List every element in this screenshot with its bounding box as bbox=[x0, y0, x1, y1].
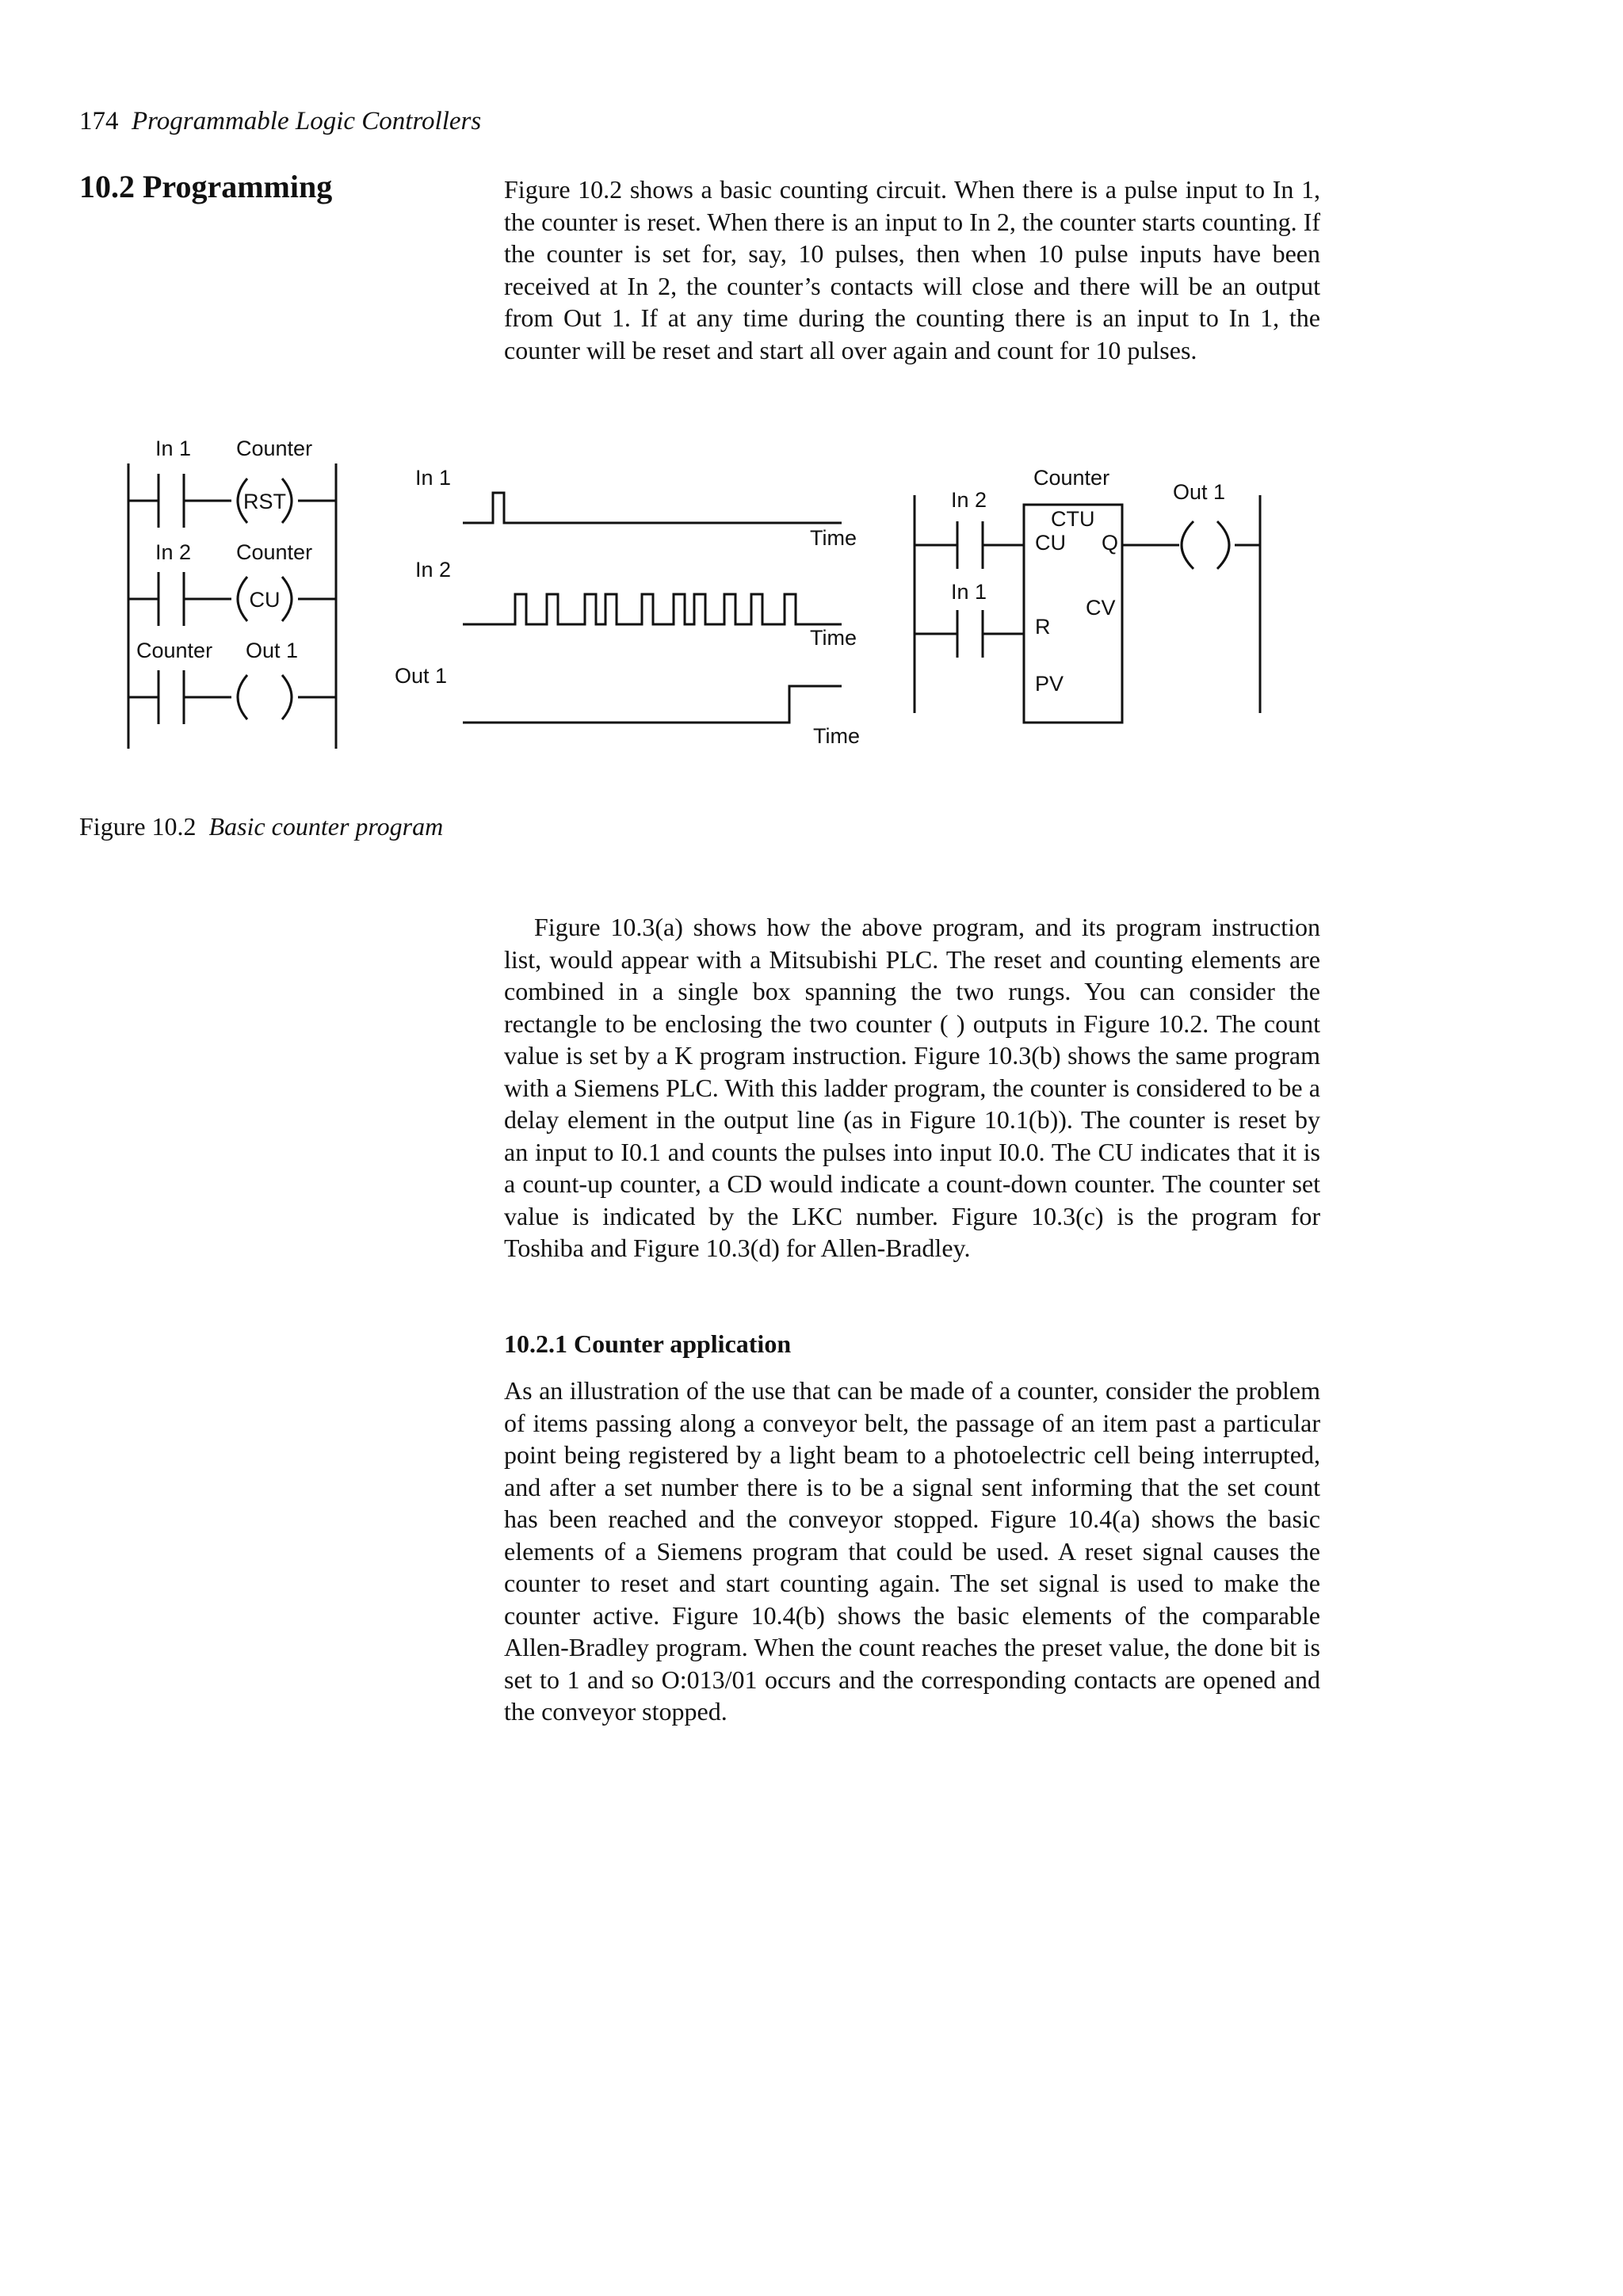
label-out1: Out 1 bbox=[246, 639, 299, 662]
label-in1: In 1 bbox=[155, 437, 192, 460]
page-number: 174 bbox=[79, 107, 119, 135]
ladder-left-labels bbox=[136, 437, 312, 662]
rl-pin-cu: CU bbox=[1035, 531, 1066, 555]
rl-pin-q: Q bbox=[1102, 531, 1119, 555]
time-label-1: Time bbox=[810, 526, 857, 550]
paragraph-mitsubishi-siemens: Figure 10.3(a) shows how the above program, and its program instruction list, would appear with a Mitsubishi PLC. The reset and counting elements are combined in a single box spanning the two rungs. You can consider the rectangle to be enclosing the two counter ( ) outputs in Figure 10.2. The count value is set by a K program instruction. Figure 10.3(b) shows the same program with a Siemens PLC. With this ladder program, the counter is considered to be a delay element in the output line (as in Figure 10.1(b)). The counter is reset by an input to I0.1 and counts the pulses into input I0.0. The CU indicates that it is a count-up counter, a CD would indicate a count-down counter. The counter set value is indicated by the LKC number. Figure 10.3(c) is the program for Toshiba and Figure 10.3(d) for Allen-Bradley. bbox=[504, 913, 1320, 1262]
coil-out1-left bbox=[1182, 521, 1193, 569]
paragraph-intro: Figure 10.2 shows a basic counting circuit. When there is a pulse input to In 1, the counter is reset. When there is an input to In 2, the counter starts counting. If the counter is set for, say, 10 pulses, then when 10 pulse inputs have been received at In 2, the counter’s contacts will close and there will be an output from Out 1. If at any time during the counting there is an input to In 1, the counter will be reset and start all over again and count for 10 pulses. bbox=[504, 175, 1320, 364]
book-title: Programmable Logic Controllers bbox=[132, 107, 482, 135]
label-rst: RST bbox=[243, 490, 286, 513]
timing-labels bbox=[395, 466, 860, 748]
label-cu: CU bbox=[249, 588, 281, 612]
trace-in2 bbox=[463, 594, 842, 624]
trace-out1 bbox=[463, 686, 842, 723]
coil-cu-left bbox=[238, 577, 247, 621]
figure-caption-title: Basic counter program bbox=[208, 812, 444, 841]
rl-pin-cv: CV bbox=[1086, 596, 1116, 620]
running-head bbox=[79, 107, 481, 136]
figure-caption bbox=[79, 812, 443, 841]
timing-label-in2: In 2 bbox=[415, 558, 452, 582]
paragraph-counter-application: As an illustration of the use that can be made of a counter, consider the problem of items passing along a conveyor belt, the passage of an item past a particular point being registered by a light beam to a photoelectric cell being interrupted, and after a set number there is to be a signal sent informing that the set count has been reached and the conveyor stopped. Figure 10.4(a) shows the basic elements of a Siemens program that could be used. A reset signal causes the counter to reset and start counting again. The set signal is used to make the counter active. Figure 10.4(b) shows the basic elements of the comparable Allen-Bradley program. When the count reaches the preset value, the done bit is set to 1 and so O:013/01 occurs and the corresponding contacts are opened and the conveyor stopped. bbox=[504, 1376, 1320, 1726]
coil-out1-left bbox=[238, 675, 247, 719]
rl-label-out1: Out 1 bbox=[1173, 480, 1226, 504]
counter-block bbox=[1024, 505, 1122, 723]
coil-cu-right bbox=[282, 577, 292, 621]
rl-label-in2: In 2 bbox=[951, 488, 987, 512]
coil-out1-right bbox=[282, 675, 292, 719]
rl-label-ctu: CTU bbox=[1051, 507, 1095, 531]
timing-label-out1: Out 1 bbox=[395, 664, 448, 688]
trace-in1 bbox=[463, 493, 842, 523]
time-label-3: Time bbox=[813, 724, 860, 748]
coil-out1-right bbox=[1217, 521, 1229, 569]
ladder-diagram-right bbox=[915, 495, 1260, 723]
ladder-right-labels bbox=[951, 466, 1225, 696]
rl-label-counter: Counter bbox=[1033, 466, 1110, 490]
coil-rst-right bbox=[282, 479, 292, 523]
label-in2: In 2 bbox=[155, 540, 192, 564]
label-counter-1: Counter bbox=[236, 437, 313, 460]
label-counter-2: Counter bbox=[236, 540, 313, 564]
timing-diagram bbox=[463, 493, 842, 723]
figure-caption-number: Figure 10.2 bbox=[79, 812, 197, 841]
ladder-diagram-left bbox=[128, 463, 336, 749]
rl-pin-r: R bbox=[1035, 615, 1051, 639]
time-label-2: Time bbox=[810, 626, 857, 650]
subsection-heading: 10.2.1 Counter application bbox=[504, 1329, 792, 1358]
section-heading: 10.2 Programming bbox=[79, 169, 333, 204]
rl-pin-pv: PV bbox=[1035, 672, 1064, 696]
rl-label-in1: In 1 bbox=[951, 580, 987, 604]
coil-rst-left bbox=[238, 479, 247, 523]
label-counter-3: Counter bbox=[136, 639, 213, 662]
timing-label-in1: In 1 bbox=[415, 466, 452, 490]
